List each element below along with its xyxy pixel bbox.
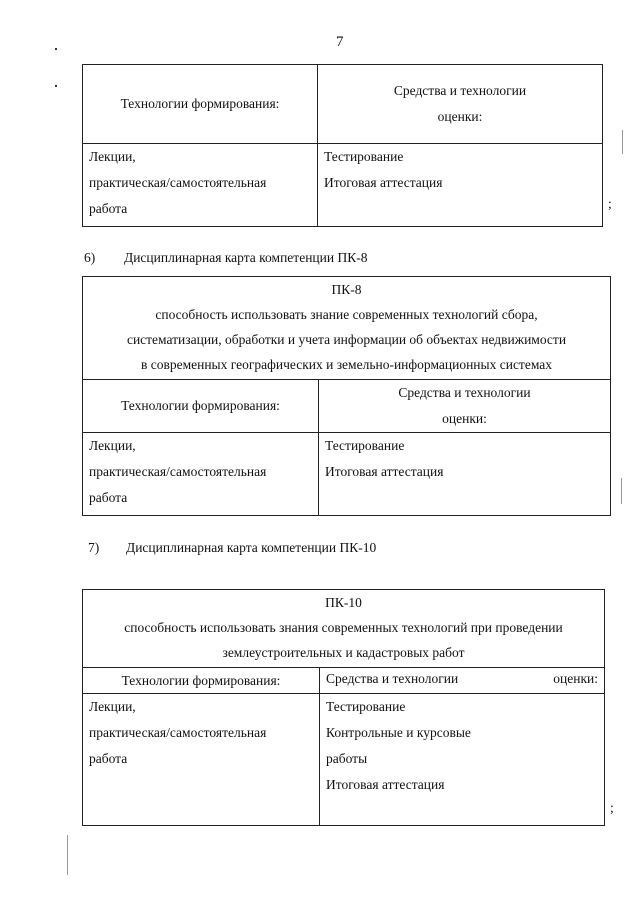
- header-assessment-line1: Средства и технологии: [398, 385, 531, 400]
- method-line: практическая/самостоятельная: [89, 175, 267, 190]
- section-7-number: 7): [88, 540, 100, 555]
- competence-code: ПК-8: [331, 282, 362, 297]
- header-assessment-tools: [318, 65, 603, 144]
- scan-mark: [621, 478, 622, 504]
- page-number: 7: [336, 34, 344, 50]
- header-formation-label: Технологии формирования:: [120, 96, 280, 111]
- assessment-table-1: [82, 64, 603, 227]
- scan-mark: [55, 85, 57, 87]
- competence-desc-line: систематизации, обработки и учета информации об объектах недвижимости: [126, 332, 567, 347]
- competence-card-pk10: [82, 589, 605, 826]
- header-assessment-line1: Средства и технологии: [326, 671, 459, 686]
- competence-card-pk8: [82, 276, 611, 516]
- header-assessment-tools: [319, 380, 611, 433]
- scan-mark: [55, 48, 57, 50]
- competence-desc-line: способность использовать знание современных технологий сбора,: [155, 307, 538, 322]
- method-line: Лекции,: [89, 438, 136, 453]
- header-assessment-line2: оценки:: [442, 411, 487, 426]
- header-assessment-tools: [320, 668, 605, 694]
- tool-line: Итоговая аттестация: [326, 777, 445, 792]
- formation-methods-cell: [83, 433, 319, 516]
- tool-line: Тестирование: [326, 699, 406, 714]
- method-line: работа: [89, 201, 128, 216]
- tool-line: работы: [326, 751, 368, 766]
- header-assessment-line2: оценки:: [553, 671, 598, 686]
- assessment-tools-cell: [319, 433, 611, 516]
- tool-line: Тестирование: [324, 149, 404, 164]
- competence-desc-line: землеустроительных и кадастровых работ: [222, 645, 465, 660]
- header-assessment-line1: Средства и технологии: [393, 83, 527, 98]
- method-line: Лекции,: [89, 699, 136, 714]
- header-formation-tech: [83, 65, 318, 144]
- scan-mark: [67, 835, 68, 875]
- tool-line: Тестирование: [325, 438, 405, 453]
- method-line: работа: [89, 490, 128, 505]
- section-7-title: Дисциплинарная карта компетенции ПК-10: [126, 540, 377, 555]
- formation-methods-cell: [83, 694, 320, 826]
- header-formation-label: Технологии формирования:: [121, 672, 281, 688]
- competence-code: ПК-10: [325, 595, 362, 610]
- competence-description-pk8: [83, 277, 611, 380]
- trailing-semicolon: ;: [610, 800, 614, 815]
- formation-methods-cell: [83, 144, 318, 227]
- competence-desc-line: способность использовать знания современных технологий при проведении: [124, 620, 563, 635]
- trailing-semicolon: ;: [608, 196, 612, 211]
- header-formation-tech: [83, 668, 320, 694]
- method-line: практическая/самостоятельная: [89, 464, 267, 479]
- tool-line: Контрольные и курсовые: [326, 725, 471, 740]
- method-line: Лекции,: [89, 149, 136, 164]
- assessment-tools-cell: [320, 694, 605, 826]
- assessment-tools-cell: [318, 144, 603, 227]
- scan-mark: [622, 130, 623, 154]
- section-6-number: 6): [84, 250, 96, 265]
- competence-desc-line: в современных географических и земельно-информационных системах: [140, 357, 553, 372]
- method-line: практическая/самостоятельная: [89, 725, 267, 740]
- tool-line: Итоговая аттестация: [324, 175, 443, 190]
- method-line: работа: [89, 751, 128, 766]
- header-formation-tech: [83, 380, 319, 433]
- section-6-title: Дисциплинарная карта компетенции ПК-8: [124, 250, 368, 265]
- header-formation-label: Технологии формирования:: [121, 398, 280, 413]
- header-assessment-line2: оценки:: [437, 109, 483, 124]
- tool-line: Итоговая аттестация: [325, 464, 444, 479]
- competence-description-pk10: [83, 590, 605, 668]
